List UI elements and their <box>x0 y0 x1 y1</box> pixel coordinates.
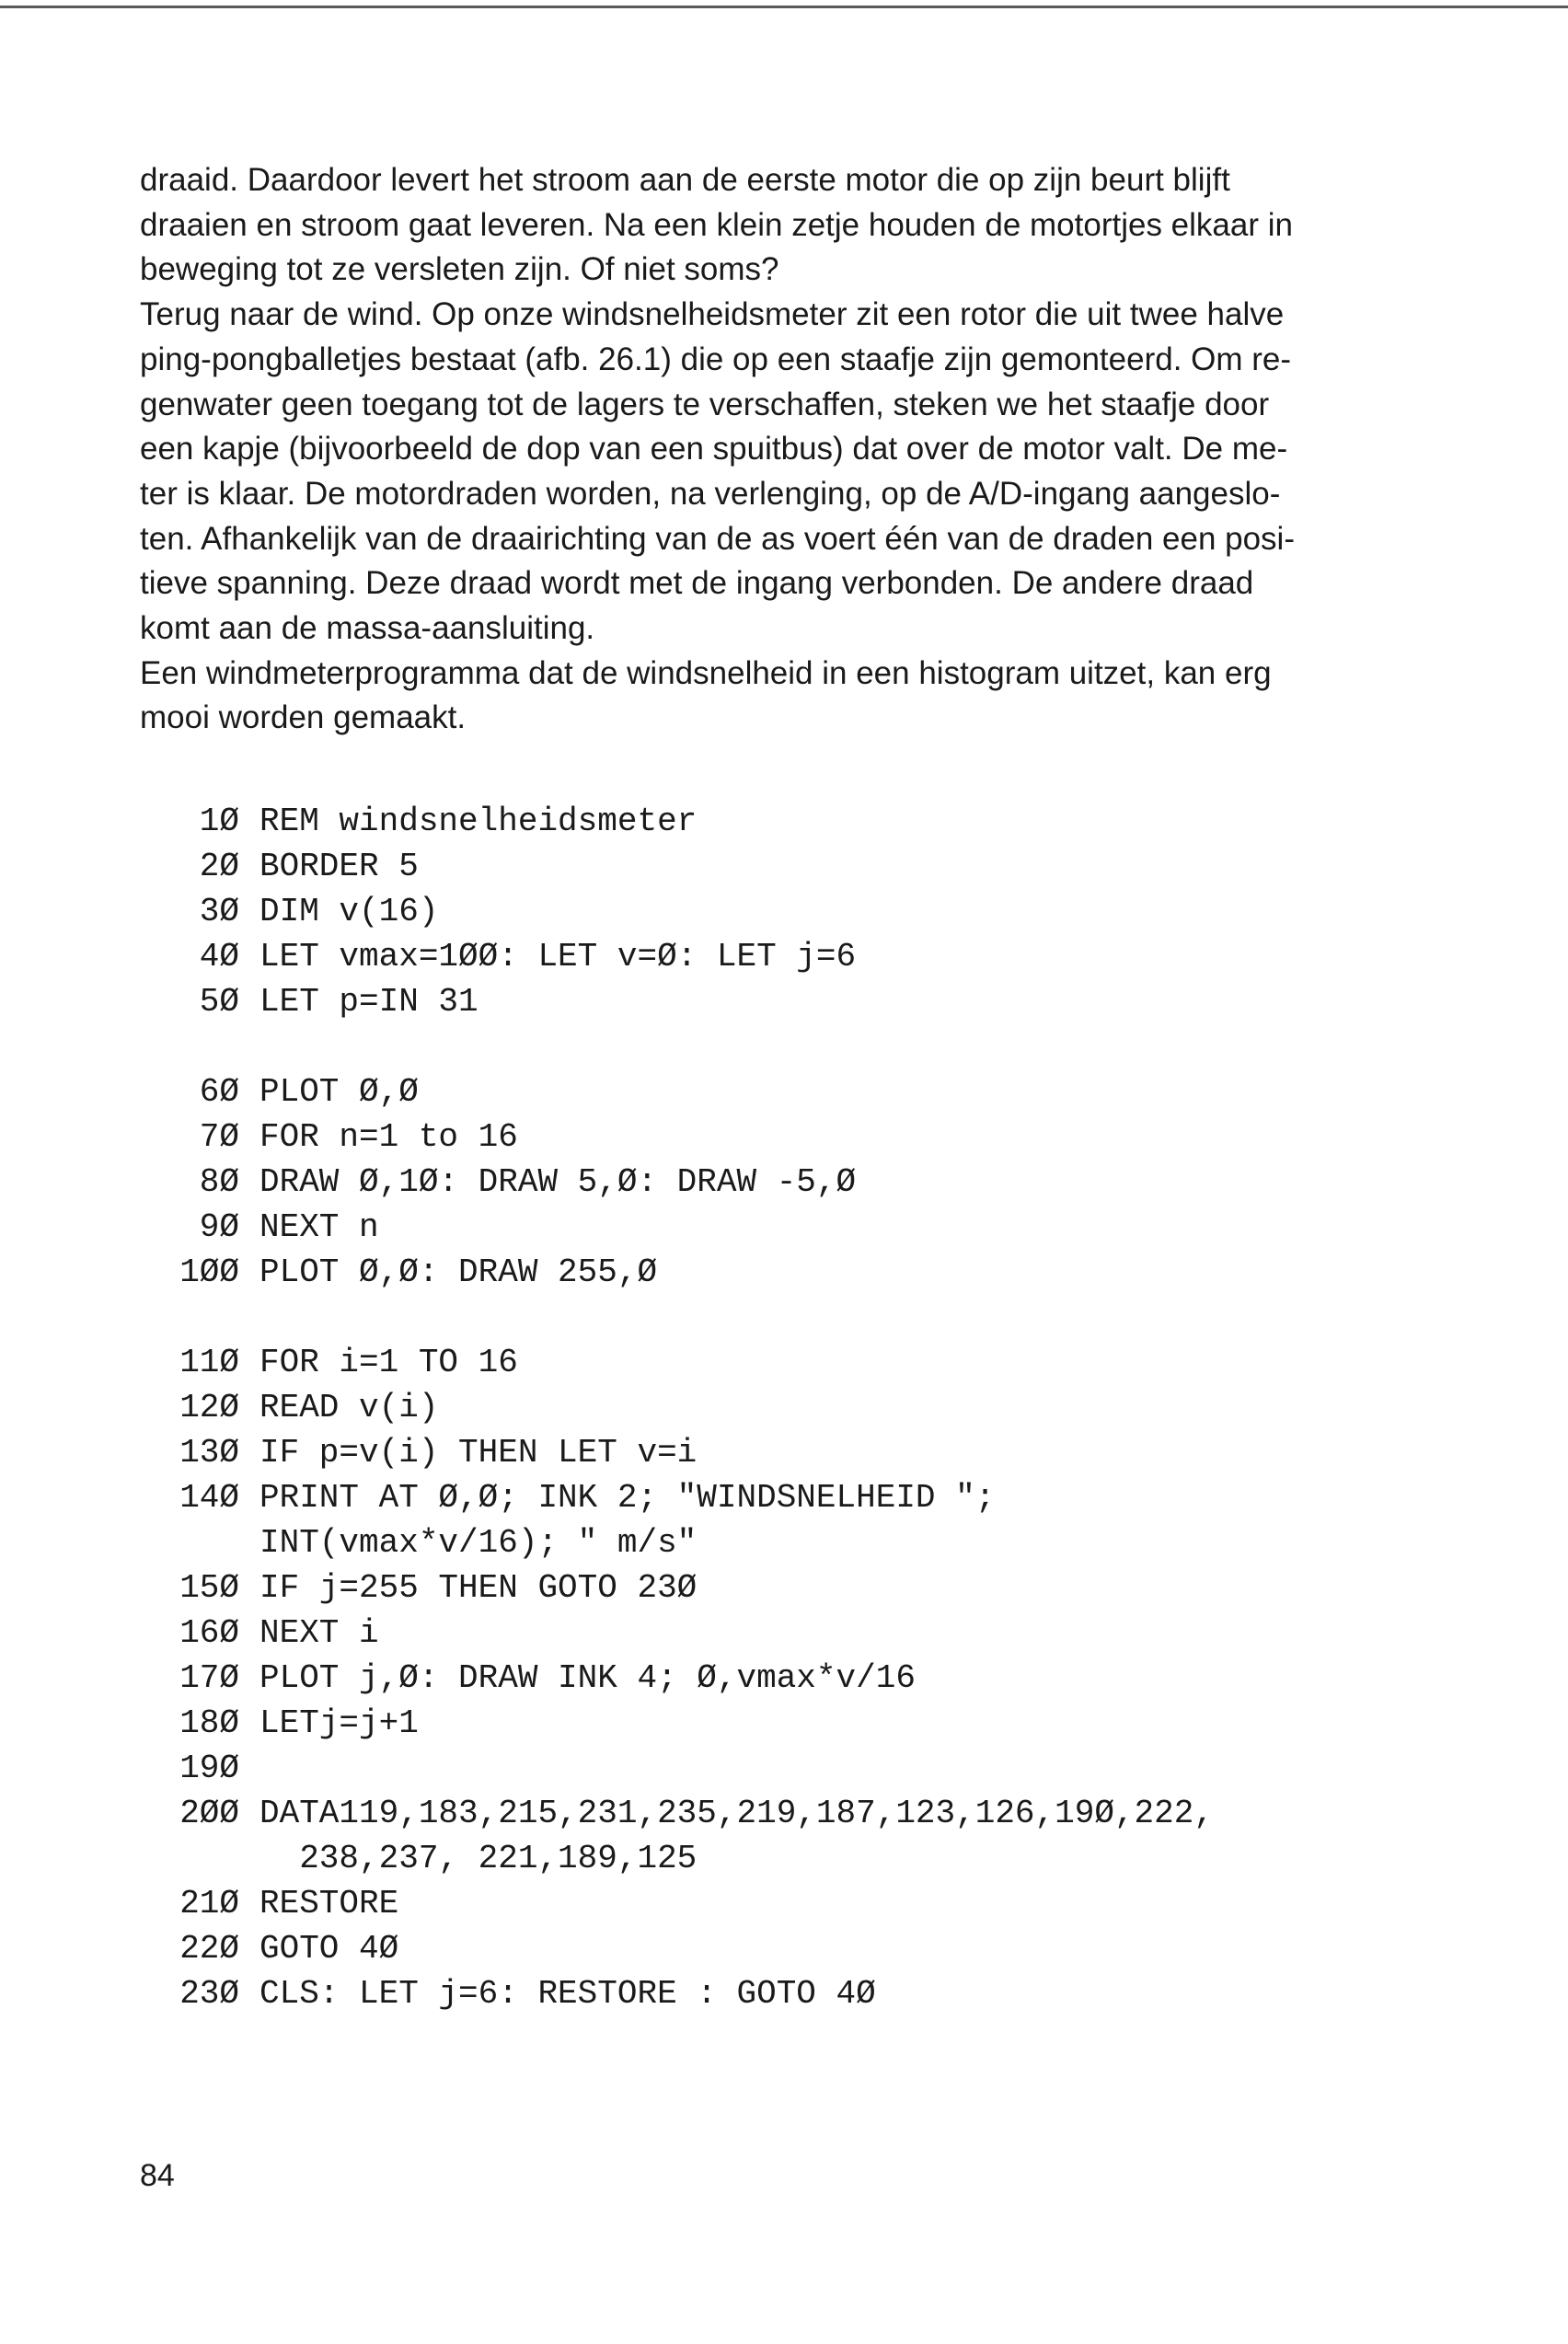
line-number: 6Ø <box>199 1073 239 1111</box>
code-block-main-loop <box>147 1340 1435 2016</box>
prose-line: draaien en stroom gaat leveren. Na een klein zetje houden de motortjes elkaar in <box>140 206 1293 243</box>
code-line <box>147 1836 1435 1881</box>
line-number: 12Ø <box>179 1389 239 1426</box>
line-number: 15Ø <box>179 1569 239 1607</box>
prose-line: draaid. Daardoor levert het stroom aan de eerste motor die op zijn beurt blijft <box>140 162 1230 198</box>
prose-line: beweging tot ze versleten zijn. Of niet soms? <box>140 251 779 288</box>
code-statement: CLS: LET j=6: RESTORE : GOTO 4Ø <box>259 1975 876 2013</box>
prose-line: ter is klaar. De motordraden worden, na verlenging, op de A/D-ingang aangeslo- <box>140 475 1281 512</box>
code-statement: FOR n=1 to 16 <box>259 1118 518 1156</box>
code-statement: NEXT n <box>259 1208 379 1246</box>
code-line <box>147 799 1435 844</box>
code-statement: PLOT j,Ø: DRAW INK 4; Ø,vmax*v/16 <box>259 1659 916 1697</box>
code-block-setup <box>147 799 1435 1024</box>
code-statement: REM windsnelheidsmeter <box>259 803 698 840</box>
prose-line: Een windmeterprogramma dat de windsnelheid in een histogram uitzet, kan erg <box>140 654 1272 691</box>
prose-line: genwater geen toegang tot de lagers te verschaffen, steken we het staafje door <box>140 386 1270 422</box>
code-statement: PLOT Ø,Ø: DRAW 255,Ø <box>259 1253 658 1291</box>
line-number: 2ØØ <box>179 1795 239 1832</box>
prose-line: mooi worden gemaakt. <box>140 699 467 736</box>
prose-line: Terug naar de wind. Op onze windsnelheidsmeter zit een rotor die uit twee halve <box>140 296 1285 333</box>
prose-line: ten. Afhankelijk van de draairichting van de as voert één van de draden een posi- <box>140 520 1295 557</box>
code-line <box>147 1881 1435 1926</box>
line-number: 3Ø <box>199 893 239 930</box>
prose-line: ping-pongballetjes bestaat (afb. 26.1) die op een staafje zijn gemonteerd. Om re- <box>140 341 1292 377</box>
code-continuation: INT(vmax*v/16); " m/s" <box>259 1524 698 1562</box>
code-statement: PLOT Ø,Ø <box>259 1073 419 1111</box>
line-number: 14Ø <box>179 1479 239 1517</box>
code-statement: BORDER 5 <box>259 848 419 885</box>
line-number: 18Ø <box>179 1704 239 1742</box>
top-rule <box>0 6 1568 8</box>
prose-line: tieve spanning. Deze draad wordt met de ingang verbonden. De andere draad <box>140 565 1254 602</box>
line-number: 1Ø <box>199 803 239 840</box>
code-statement <box>239 1746 259 1791</box>
code-line <box>147 1926 1435 1971</box>
code-statement: IF p=v(i) THEN LET v=i <box>259 1434 698 1472</box>
code-statement: RESTORE <box>259 1885 399 1923</box>
prose-line: komt aan de massa-aansluiting. <box>140 610 595 647</box>
code-line <box>147 844 1435 889</box>
code-statement: IF j=255 THEN GOTO 23Ø <box>259 1569 698 1607</box>
line-number: 21Ø <box>179 1885 239 1923</box>
line-number: 13Ø <box>179 1434 239 1472</box>
line-number: 11Ø <box>179 1344 239 1381</box>
prose-line: een kapje (bijvoorbeeld de dop van een spuitbus) dat over de motor valt. De me- <box>140 431 1288 468</box>
basic-program-listing <box>147 799 1435 2016</box>
line-number: 8Ø <box>199 1163 239 1201</box>
code-line <box>147 1069 1435 1114</box>
line-number: 1ØØ <box>179 1253 239 1291</box>
code-statement: GOTO 4Ø <box>259 1930 399 1968</box>
code-line <box>147 1475 1435 1520</box>
code-line <box>147 1340 1435 1385</box>
code-statement: LET vmax=1ØØ: LET v=Ø: LET j=6 <box>259 938 857 976</box>
code-statement: READ v(i) <box>259 1389 439 1426</box>
code-block-gap <box>147 1295 1435 1340</box>
line-number: 19Ø <box>179 1749 239 1787</box>
code-statement: DIM v(16) <box>259 893 439 930</box>
line-number: 2Ø <box>199 848 239 885</box>
code-line <box>147 1385 1435 1430</box>
code-line <box>147 1430 1435 1475</box>
code-statement: NEXT i <box>259 1614 379 1652</box>
line-number: 4Ø <box>199 938 239 976</box>
code-line <box>147 1656 1435 1701</box>
line-number: 22Ø <box>179 1930 239 1968</box>
code-line <box>147 934 1435 979</box>
code-line <box>147 1205 1435 1250</box>
code-line <box>147 889 1435 934</box>
code-line <box>147 1791 1435 1836</box>
code-statement: LET p=IN 31 <box>259 983 478 1021</box>
code-statement: DATA119,183,215,231,235,219,187,123,126,19Ø,222, <box>259 1795 1214 1832</box>
code-block-axes <box>147 1069 1435 1295</box>
code-statement: FOR i=1 TO 16 <box>259 1344 518 1381</box>
line-number: 16Ø <box>179 1614 239 1652</box>
code-block-gap <box>147 1024 1435 1069</box>
code-line <box>147 1160 1435 1205</box>
code-statement: LETj=j+1 <box>259 1704 419 1742</box>
code-statement: DRAW Ø,1Ø: DRAW 5,Ø: DRAW -5,Ø <box>259 1163 857 1201</box>
code-line <box>147 1971 1435 2016</box>
line-number: 23Ø <box>179 1975 239 2013</box>
code-line <box>147 1114 1435 1160</box>
code-line <box>147 1611 1435 1656</box>
code-line <box>147 1701 1435 1746</box>
code-line <box>147 1746 1435 1791</box>
body-text <box>140 158 1419 741</box>
line-number: 17Ø <box>179 1659 239 1697</box>
line-number: 5Ø <box>199 983 239 1021</box>
line-number: 7Ø <box>199 1118 239 1156</box>
code-line <box>147 1250 1435 1295</box>
page-number: 84 <box>140 2158 175 2193</box>
code-line <box>147 979 1435 1024</box>
code-statement: PRINT AT Ø,Ø; INK 2; "WINDSNELHEID "; <box>259 1479 996 1517</box>
line-number: 9Ø <box>199 1208 239 1246</box>
code-line <box>147 1520 1435 1565</box>
code-continuation: 238,237, 221,189,125 <box>259 1840 698 1877</box>
code-line <box>147 1565 1435 1611</box>
